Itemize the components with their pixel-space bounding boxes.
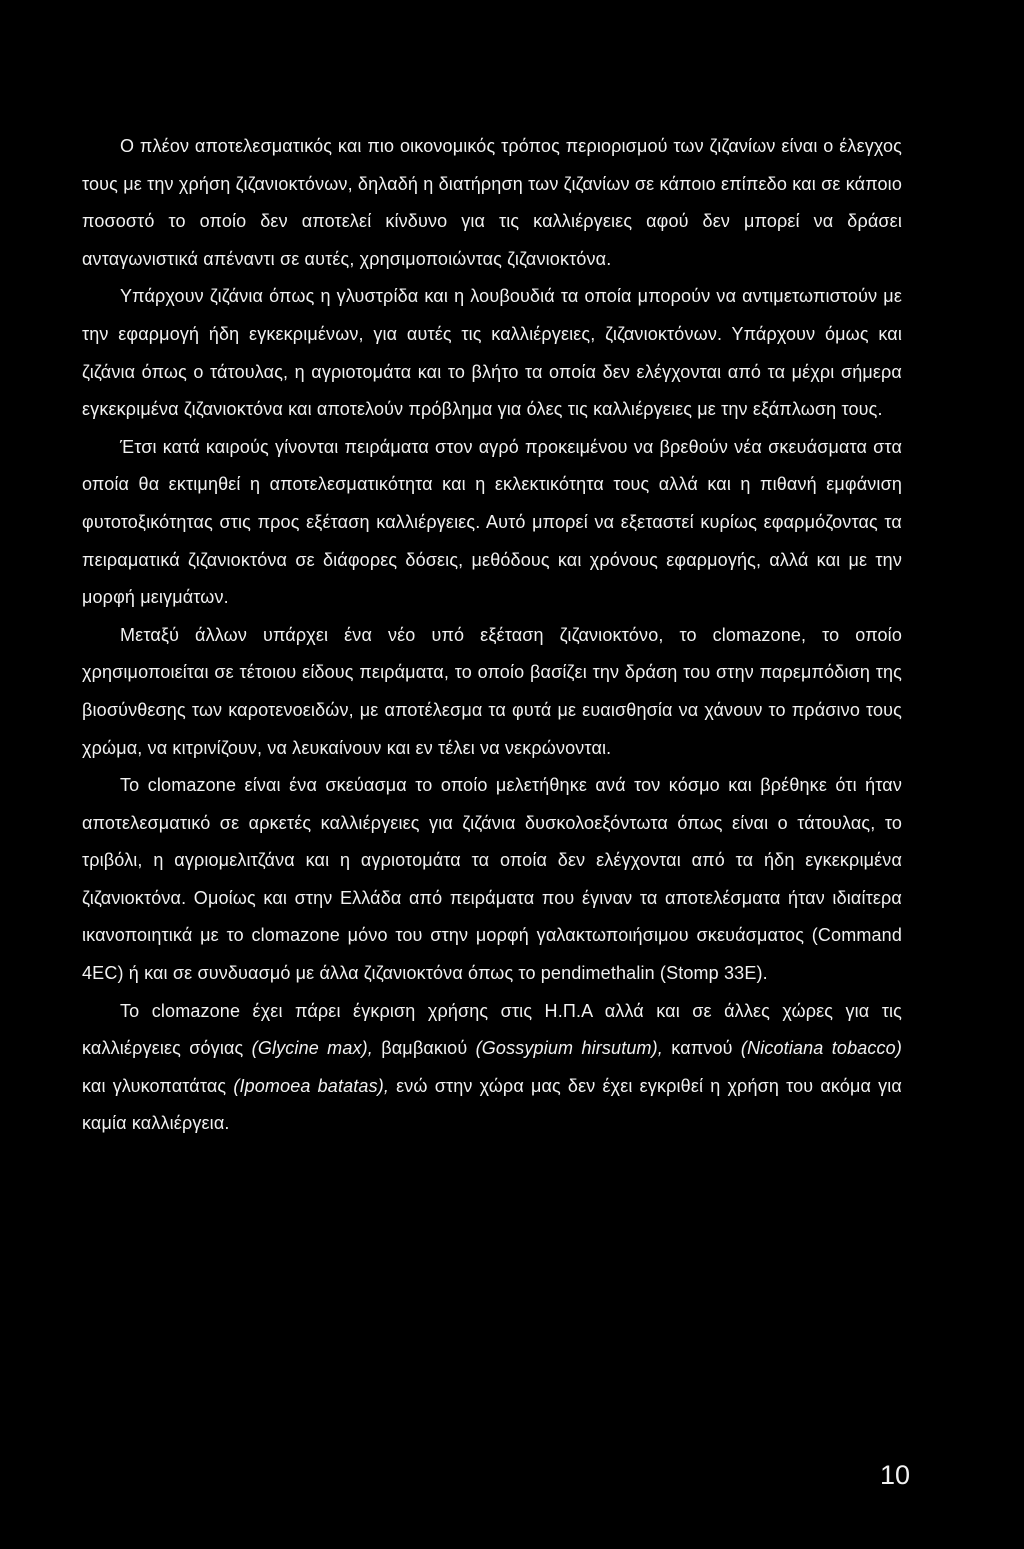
paragraph-6 [82,993,902,1143]
paragraph-6-text-1: Το clomazone έχει πάρει έγκριση χρήσης στις Η.Π.Α αλλά και σε άλλες χώρες για τις καλλιέργειες σόγιας [82,1000,902,1059]
paragraph-6-text-4: και γλυκοπατάτας [82,1075,234,1096]
page-number: 10 [879,1460,910,1490]
species-nicotiana-tobacco: (Nicotiana tobacco) [740,1038,902,1059]
paragraph-6-text-3: καπνού [662,1038,741,1059]
paragraph-6-text-5: ενώ στην χώρα μας δεν έχει εγκριθεί η χρήση του ακόμα για καμία καλλιέργεια. [82,1075,902,1134]
paragraph-4: Μεταξύ άλλων υπάρχει ένα νέο υπό εξέταση ζιζανιοκτόνο, το clomazone, το οποίο χρησιμοποιείται σε τέτοιου είδους πειράματα, το οποίο βασίζει την δράση του στην παρεμπόδιση της βιοσύνθεσης των καροτενοειδών, με αποτέλεσμα τα φυτά με ευαισθησία να χάνουν το πράσινο τους χρώμα, να κιτρινίζουν, να λευκαίνουν και εν τέλει να νεκρώνονται. [82,624,902,758]
paragraph-1: Ο πλέον αποτελεσματικός και πιο οικονομικός τρόπος περιορισμού των ζιζανίων είναι ο έλεγχος τους με την χρήση ζιζανιοκτόνων, δηλαδή η διατήρηση των ζιζανίων σε κάποιο επίπεδο και σε κάποιο ποσοστό το οποίο δεν αποτελεί κίνδυνο για τις καλλιέργειες αφού δεν μπορεί να δράσει ανταγωνιστικά απέναντι σε αυτές, χρησιμοποιώντας ζιζανιοκτόνα. [82,136,902,269]
document-body [82,128,902,1143]
paragraph-6-text-2: βαμβακιού [372,1038,476,1059]
species-ipomoea-batatas: (Ipomoea batatas), [233,1075,390,1096]
species-gossypium-hirsutum: (Gossypium hirsutum), [475,1038,663,1059]
paragraph-5: Το clomazone είναι ένα σκεύασμα το οποίο μελετήθηκε ανά τον κόσμο και βρέθηκε ότι ήταν αποτελεσματικό σε αρκετές καλλιέργειες για ζιζάνια δυσκολοεξόντωτα όπως είναι ο τάτουλας, το τριβόλι, η αγριομελιτζάνα και η αγριοτομάτα τα οποία δεν ελέγχονται από τα ήδη εγκεκριμένα ζιζανιοκτόνα. Ομοίως και στην Ελλάδα από πειράματα που έγιναν τα αποτελέσματα ήταν ιδιαίτερα ικανοποιητικά με το clomazone μόνο του στην μορφή γαλακτωποιήσιμου σκευάσματος (Command 4EC) ή και σε συνδυασμό με άλλα ζιζανιοκτόνα όπως το pendimethalin (Stomp 33E). [82,775,902,984]
paragraph-2: Υπάρχουν ζιζάνια όπως η γλυστρίδα και η λουβουδιά τα οποία μπορούν να αντιμετωπιστούν με την εφαρμογή ήδη εγκεκριμένων, για αυτές τις καλλιέργειες, ζιζανιοκτόνων. Υπάρχουν όμως και ζιζάνια όπως ο τάτουλας, η αγριοτομάτα και το βλήτο τα οποία δεν ελέγχονται από τα μέχρι σήμερα εγκεκριμένα ζιζανιοκτόνα και αποτελούν πρόβλημα για όλες τις καλλιέργειες με την εξάπλωση τους. [82,286,902,420]
paragraph-3: Έτσι κατά καιρούς γίνονται πειράματα στον αγρό προκειμένου να βρεθούν νέα σκευάσματα στα οποία θα εκτιμηθεί η αποτελεσματικότητα και η εκλεκτικότητα τους αλλά και η πιθανή εμφάνιση φυτοτοξικότητας στις προς εξέταση καλλιέργειες. Αυτό μπορεί να εξεταστεί κυρίως εφαρμόζοντας τα πειραματικά ζιζανιοκτόνα σε διάφορες δόσεις, μεθόδους και χρόνους εφαρμογής, αλλά και με την μορφή μειγμάτων. [82,436,902,608]
species-glycine-max: (Glycine max), [251,1038,373,1059]
